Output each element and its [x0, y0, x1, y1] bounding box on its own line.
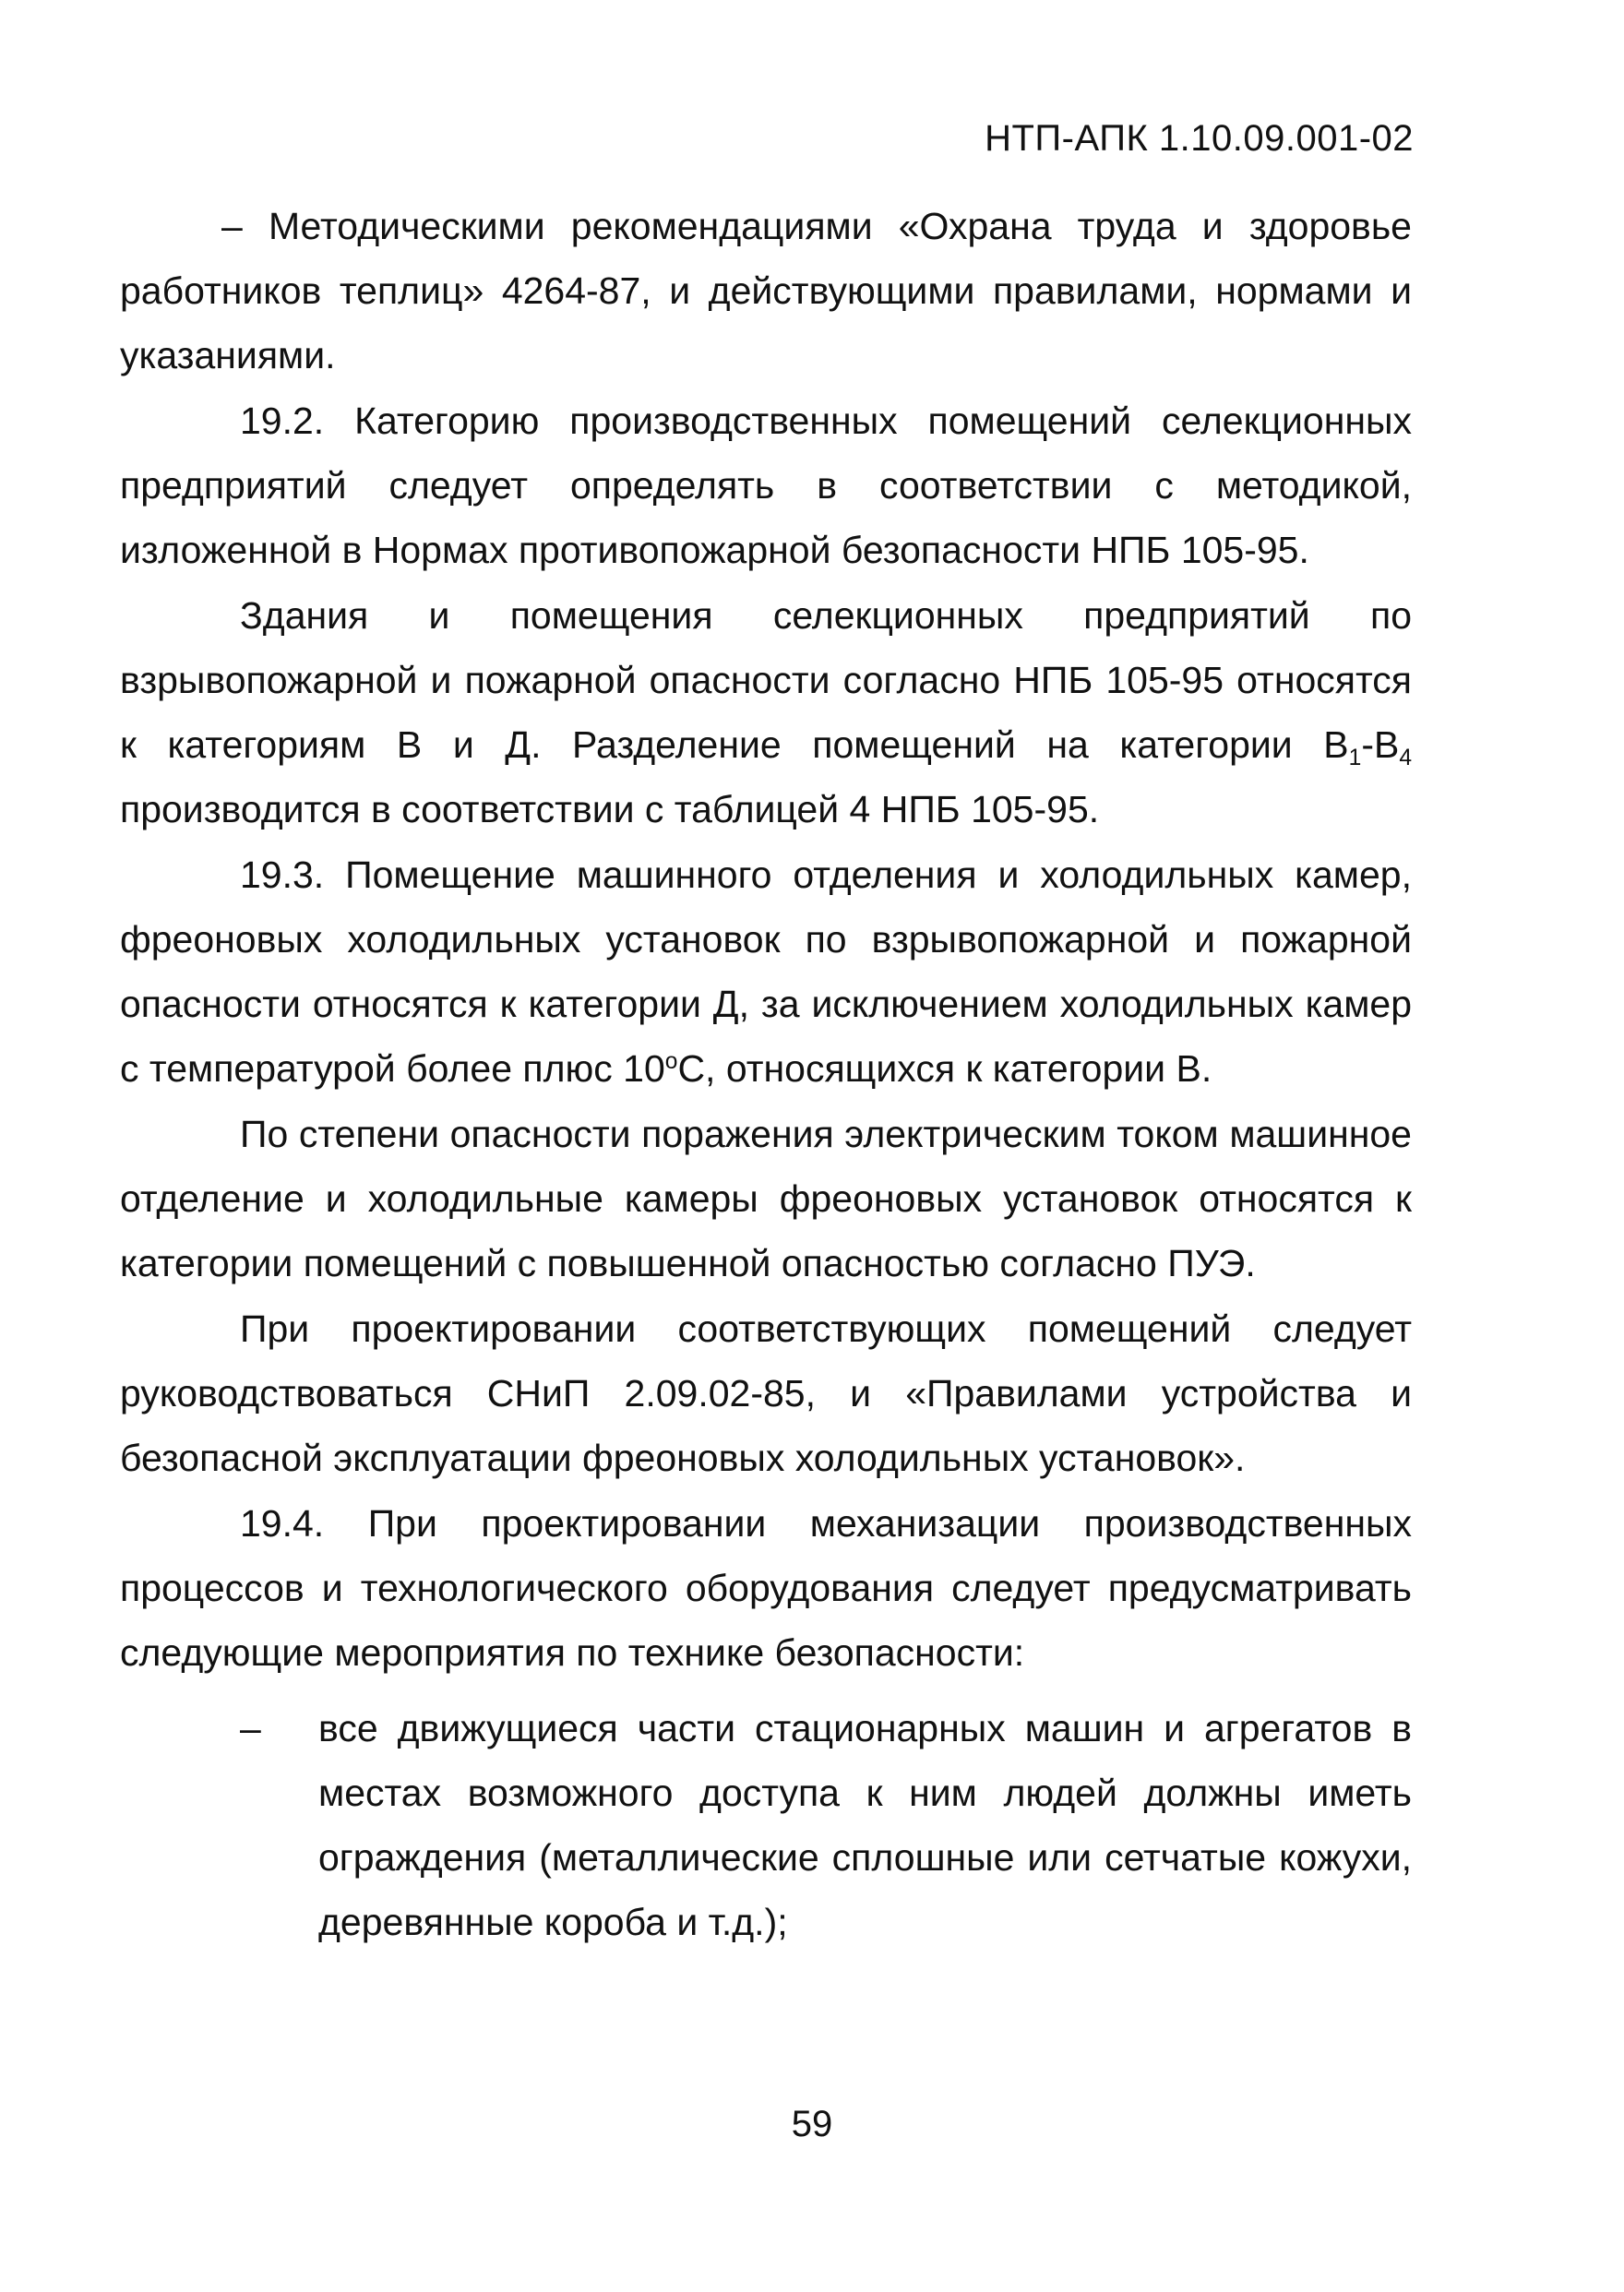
- paragraph-methodical-recommendations: – Методическими рекомендациями «Охрана труда и здоровье работников теплиц» 4264-87, и действующими правилами, нормами и указаниями.: [120, 205, 1412, 376]
- paragraph-19-2: 19.2. Категорию производственных помещений селекционных предприятий следует определять в соответствии с методикой, изложенной в Нормах противопожарной безопасности НПБ 105-95.: [120, 400, 1412, 571]
- paragraph-19-3-text-b: С, относящихся к категории В.: [677, 1047, 1212, 1090]
- list-dash: –: [240, 1707, 261, 1749]
- paragraph-19-3: [120, 842, 1412, 1101]
- document-body: [120, 194, 1412, 1954]
- paragraph-buildings-categories: [120, 583, 1412, 842]
- page-number: 59: [791, 2104, 833, 2144]
- subscript-1: 1: [1348, 746, 1362, 770]
- paragraph-buildings-categories-text-a: Здания и помещения селекционных предприятий по взрывопожарной и пожарной опасности согласно НПБ 105-95 относятся к категориям В и Д. Разделение помещений на категории В: [120, 594, 1412, 766]
- paragraph-19-3-text-a: 19.3. Помещение машинного отделения и холодильных камер, фреоновых холодильных установок по взрывопожарной и пожарной опасности относятся к категории Д, за исключением холодильных камер с температурой более плюс 10: [120, 854, 1412, 1090]
- list-item-moving-parts: [120, 1696, 1412, 1954]
- list-item-text: все движущиеся части стационарных машин и агрегатов в местах возможного доступа к ним людей должны иметь ограждения (металлические сплошные или сетчатые кожухи, деревянные короба и т.д.);: [318, 1707, 1412, 1943]
- paragraph-design-guidance: При проектировании соответствующих помещений следует руководствоваться СНиП 2.09.02-85, и «Правилами устройства и безопасной эксплуатации фреоновых холодильных установок».: [120, 1307, 1412, 1479]
- degree-superscript: о: [664, 1049, 678, 1074]
- paragraph-electric-hazard: По степени опасности поражения электрическим током машинное отделение и холодильные камеры фреоновых установок относятся к категории помещений с повышенной опасностью согласно ПУЭ.: [120, 1113, 1412, 1284]
- paragraph-buildings-categories-text-c: производится в соответствии с таблицей 4 НПБ 105-95.: [120, 788, 1100, 830]
- paragraph-buildings-categories-text-b: -В: [1361, 723, 1400, 766]
- subscript-4: 4: [1399, 746, 1412, 770]
- paragraph-19-4: 19.4. При проектировании механизации производственных процессов и технологического оборудования следует предусматривать следующие мероприятия по технике безопасности:: [120, 1502, 1412, 1674]
- document-code: НТП-АПК 1.10.09.001-02: [985, 118, 1414, 159]
